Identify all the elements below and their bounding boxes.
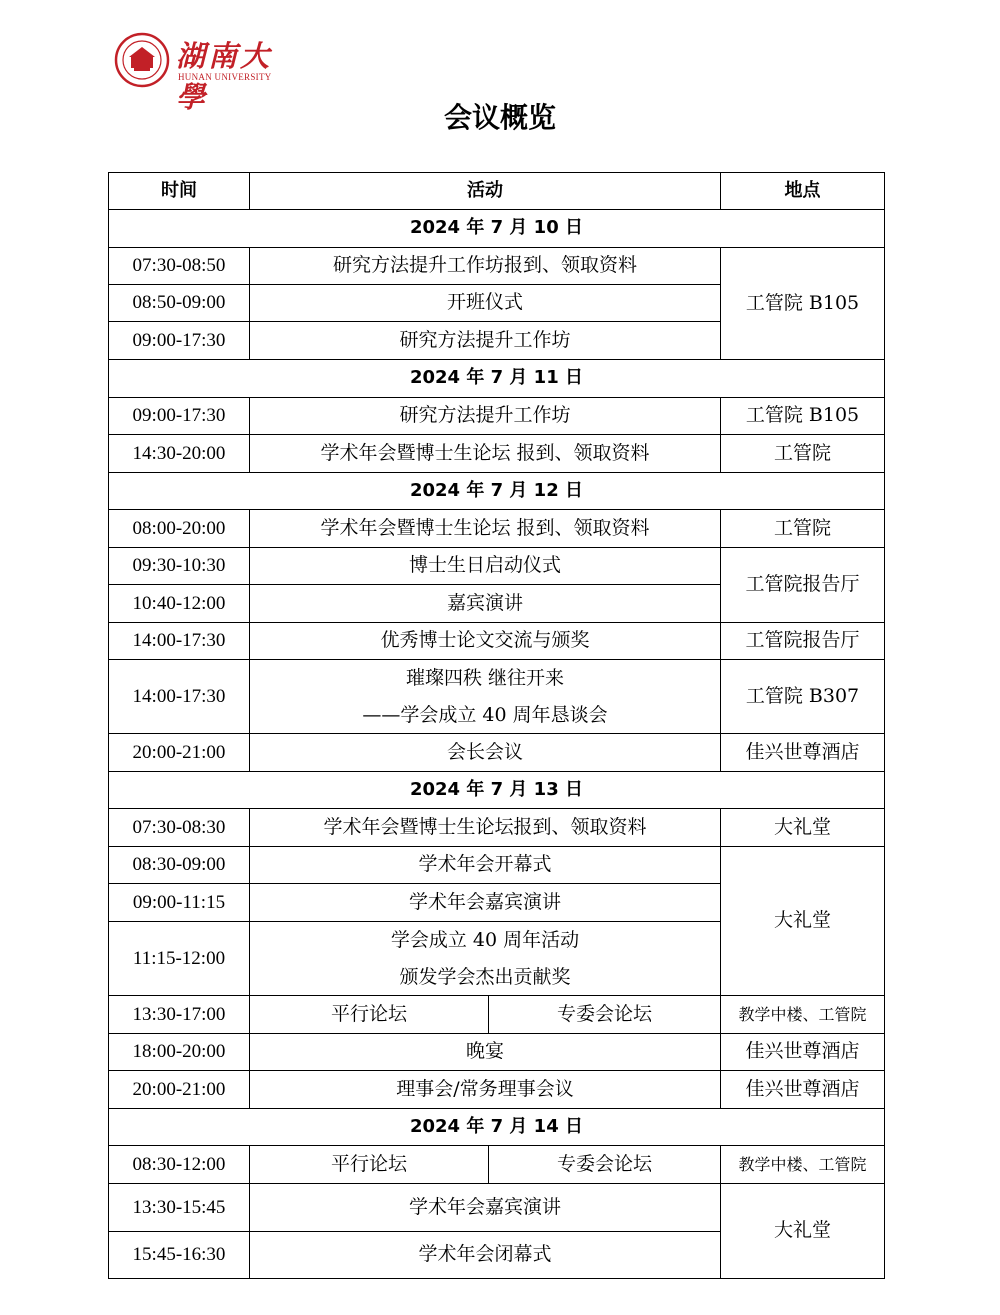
university-logo <box>114 32 284 114</box>
time-cell: 14:00-17:30 <box>109 660 250 734</box>
activity-cell: 博士生日启动仪式 <box>250 548 721 585</box>
table-row <box>109 623 885 660</box>
activity-cell: 学术年会暨博士生论坛报到、领取资料 <box>250 809 721 847</box>
table-row <box>109 734 885 772</box>
time-cell: 09:00-11:15 <box>109 884 250 922</box>
date-row <box>109 1109 885 1146</box>
venue-cell: 工管院 <box>721 510 885 548</box>
activity-cell: 研究方法提升工作坊 <box>250 398 721 435</box>
venue-cell: 工管院报告厅 <box>721 623 885 660</box>
venue-cell: 工管院 B105 <box>721 248 885 360</box>
activity-line: ——学会成立 40 周年恳谈会 <box>362 703 608 726</box>
time-cell: 11:15-12:00 <box>109 922 250 996</box>
activity-cell: 理事会/常务理事会议 <box>250 1071 721 1109</box>
date-row <box>109 772 885 809</box>
table-row <box>109 248 885 285</box>
time-cell: 09:00-17:30 <box>109 322 250 360</box>
activity-cell: 学术年会闭幕式 <box>250 1232 721 1279</box>
venue-cell: 大礼堂 <box>721 1184 885 1279</box>
logo-english-name: HUNAN UNIVERSITY <box>178 72 272 82</box>
table-row <box>109 398 885 435</box>
table-row <box>109 435 885 473</box>
venue-cell: 教学中楼、工管院 <box>721 996 885 1034</box>
time-cell: 18:00-20:00 <box>109 1034 250 1071</box>
activity-cell: 学术年会嘉宾演讲 <box>250 884 721 922</box>
activity-line: 璀璨四秩 继往开来 <box>405 667 565 690</box>
time-cell: 20:00-21:00 <box>109 1071 250 1109</box>
schedule-table <box>108 172 885 1279</box>
time-cell: 08:00-20:00 <box>109 510 250 548</box>
activity-cell: 晚宴 <box>250 1034 721 1071</box>
date-cell: 2024 年 7 月 11 日 <box>109 360 885 398</box>
table-row <box>109 1184 885 1232</box>
column-header-activity: 活动 <box>250 173 721 210</box>
table-row <box>109 548 885 585</box>
activity-cell: 优秀博士论文交流与颁奖 <box>250 623 721 660</box>
time-cell: 07:30-08:50 <box>109 248 250 285</box>
time-cell: 14:00-17:30 <box>109 623 250 660</box>
activity-cell: 学术年会暨博士生论坛 报到、领取资料 <box>250 510 721 548</box>
time-cell: 09:30-10:30 <box>109 548 250 585</box>
time-cell: 08:30-12:00 <box>109 1146 250 1184</box>
activity-cell-committee: 专委会论坛 <box>489 996 721 1034</box>
table-row <box>109 847 885 884</box>
table-row <box>109 1071 885 1109</box>
table-row <box>109 809 885 847</box>
logo-chinese-name: 湖南大學 <box>176 39 273 114</box>
activity-cell <box>250 922 721 996</box>
time-cell: 14:30-20:00 <box>109 435 250 473</box>
venue-cell: 工管院 <box>721 435 885 473</box>
venue-cell: 佳兴世尊酒店 <box>721 734 885 772</box>
activity-cell-committee: 专委会论坛 <box>489 1146 721 1184</box>
venue-cell: 佳兴世尊酒店 <box>721 1034 885 1071</box>
time-cell: 09:00-17:30 <box>109 398 250 435</box>
column-header-time: 时间 <box>109 173 250 210</box>
date-row <box>109 210 885 248</box>
table-row <box>109 996 885 1034</box>
column-header-venue: 地点 <box>721 173 885 210</box>
venue-cell: 工管院 B307 <box>721 660 885 734</box>
venue-cell: 佳兴世尊酒店 <box>721 1071 885 1109</box>
activity-cell: 嘉宾演讲 <box>250 585 721 623</box>
activity-cell: 开班仪式 <box>250 285 721 322</box>
activity-cell: 研究方法提升工作坊报到、领取资料 <box>250 248 721 285</box>
activity-cell: 研究方法提升工作坊 <box>250 322 721 360</box>
table-row <box>109 1034 885 1071</box>
activity-cell: 会长会议 <box>250 734 721 772</box>
date-cell: 2024 年 7 月 10 日 <box>109 210 885 248</box>
activity-line: 学会成立 40 周年活动 <box>390 929 580 952</box>
table-row <box>109 1146 885 1184</box>
page-title: 会议概览 <box>443 101 556 134</box>
activity-line: 颁发学会杰出贡献奖 <box>399 965 571 988</box>
activity-cell <box>250 660 721 734</box>
venue-cell: 大礼堂 <box>721 809 885 847</box>
activity-cell-parallel: 平行论坛 <box>250 1146 489 1184</box>
activity-cell-parallel: 平行论坛 <box>250 996 489 1034</box>
date-row <box>109 360 885 398</box>
venue-cell: 大礼堂 <box>721 847 885 996</box>
time-cell: 08:50-09:00 <box>109 285 250 322</box>
time-cell: 10:40-12:00 <box>109 585 250 623</box>
time-cell: 13:30-15:45 <box>109 1184 250 1232</box>
date-cell: 2024 年 7 月 14 日 <box>109 1109 885 1146</box>
table-row <box>109 660 885 734</box>
time-cell: 20:00-21:00 <box>109 734 250 772</box>
venue-cell: 工管院 B105 <box>721 398 885 435</box>
date-row <box>109 473 885 510</box>
date-cell: 2024 年 7 月 12 日 <box>109 473 885 510</box>
activity-cell: 学术年会暨博士生论坛 报到、领取资料 <box>250 435 721 473</box>
time-cell: 07:30-08:30 <box>109 809 250 847</box>
table-header-row <box>109 173 885 210</box>
time-cell: 15:45-16:30 <box>109 1232 250 1279</box>
university-seal-icon <box>114 32 170 88</box>
activity-cell: 学术年会嘉宾演讲 <box>250 1184 721 1232</box>
date-cell: 2024 年 7 月 13 日 <box>109 772 885 809</box>
time-cell: 13:30-17:00 <box>109 996 250 1034</box>
time-cell: 08:30-09:00 <box>109 847 250 884</box>
table-row <box>109 510 885 548</box>
venue-cell: 工管院报告厅 <box>721 548 885 623</box>
venue-cell: 教学中楼、工管院 <box>721 1146 885 1184</box>
activity-cell: 学术年会开幕式 <box>250 847 721 884</box>
